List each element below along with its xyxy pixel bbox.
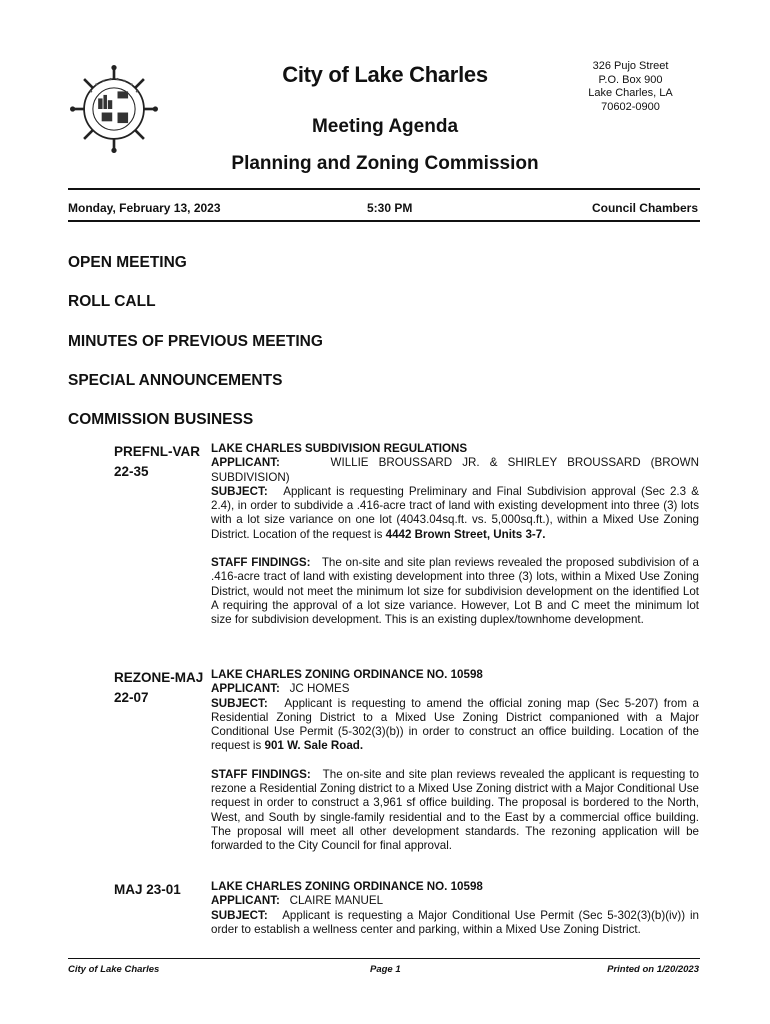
subject-text: Applicant is requesting Preliminary and Final Subdivision approval (Sec 2.3 & 2.4), in order to subdivide a .416-acre tract of land with existing development into three (3) lots with a lot size variance on one lot (4043.04sq.ft. vs. 5,000sq.ft.), within a Mixed Use Zoning District. Location of the request is	[211, 484, 700, 541]
findings-text: The on-site and site plan reviews revealed the applicant is requesting to rezone a Residential Zoning district to a Mixed Use Zoning district with a Major Conditional Use request in order to construct a 3,961 sf office building. The proposal is bordered to the North, West, and South by single-family residential and to the East by a commercial office building. The proposal will meet all other development standards. The rezoning application will be forwarded to the City Council for final approval.	[211, 767, 699, 853]
header-rule-bottom	[68, 220, 700, 222]
city-seal-logo	[70, 65, 158, 153]
section-commission-business: COMMISSION BUSINESS	[68, 411, 254, 428]
applicant-name: WILLIE BROUSSARD JR. & SHIRLEY BROUSSARD (BROWN SUBDIVISION)	[211, 456, 699, 484]
case-id-line1: PREFNL-VAR	[114, 444, 200, 459]
footer-rule	[68, 958, 700, 959]
case-findings	[211, 768, 699, 854]
subject-text: Applicant is requesting a Major Conditional Use Permit (Sec 5-302(3)(b)(iv)) in order to establish a wellness center and parking, within a Mixed Use Zoning District.	[211, 908, 699, 936]
applicant-label: APPLICANT:	[211, 682, 280, 696]
section-announcements: SPECIAL ANNOUNCEMENTS	[68, 372, 283, 389]
subject-label: SUBJECT:	[211, 696, 268, 710]
case-applicant	[211, 456, 699, 485]
case-title: LAKE CHARLES ZONING ORDINANCE NO. 10598	[211, 880, 483, 893]
subject-label: SUBJECT:	[211, 908, 268, 922]
footer-printed-date: Printed on 1/20/2023	[607, 964, 699, 975]
applicant-label: APPLICANT:	[211, 456, 280, 470]
case-details	[211, 880, 699, 937]
case-title: LAKE CHARLES SUBDIVISION REGULATIONS	[211, 442, 468, 455]
case-title: LAKE CHARLES ZONING ORDINANCE NO. 10598	[211, 668, 483, 681]
case-location: 901 W. Sale Road.	[264, 739, 364, 753]
section-minutes: MINUTES OF PREVIOUS MEETING	[68, 333, 323, 350]
meeting-time: 5:30 PM	[367, 201, 413, 215]
case-findings	[211, 556, 699, 627]
address-line: 326 Pujo Street	[592, 60, 669, 72]
case-subject	[211, 909, 699, 938]
applicant-name: JC HOMES	[289, 682, 350, 696]
findings-label: STAFF FINDINGS:	[211, 556, 311, 570]
case-id-line2: 22-07	[114, 690, 149, 705]
case-id-line1: REZONE-MAJ	[114, 670, 204, 685]
case-id	[114, 443, 200, 480]
commission-title: Planning and Zoning Commission	[231, 153, 539, 174]
address-line: Lake Charles, LA	[588, 87, 673, 99]
section-roll-call: ROLL CALL	[68, 293, 156, 310]
applicant-label: APPLICANT:	[211, 894, 280, 908]
section-open-meeting: OPEN MEETING	[68, 254, 187, 271]
city-title: City of Lake Charles	[282, 62, 488, 87]
address-line: P.O. Box 900	[598, 73, 663, 86]
address-line: 70602-0900	[601, 100, 660, 113]
city-address	[548, 60, 713, 114]
case-id-line2: 22-35	[114, 464, 149, 479]
case-subject	[211, 697, 699, 754]
case-id	[114, 669, 203, 706]
findings-text: The on-site and site plan reviews revealed the proposed subdivision of a .416-acre tract of land with existing development into three (3) lots, within a Mixed Use Zoning District, would not meet the minimum lot size for subdivision development on the identified Lot A requiring the approval of a lot size variance. However, Lot B and C meet the minimum lot size for subdivision development. This is an existing duplex/townhome development.	[211, 556, 699, 627]
case-id-line1: MAJ 23-01	[114, 882, 181, 897]
case-applicant	[211, 682, 699, 696]
header-rule-top	[68, 188, 700, 190]
case-subject	[211, 485, 699, 542]
meeting-location: Council Chambers	[591, 201, 698, 215]
case-applicant	[211, 894, 699, 908]
agenda-title: Meeting Agenda	[311, 116, 459, 137]
footer-page-number: Page 1	[370, 964, 401, 975]
case-location: 4442 Brown Street, Units 3-7.	[385, 527, 546, 541]
subject-text: Applicant is requesting to amend the official zoning map (Sec 5-207) from a Residential Zoning District to a Mixed Use Zoning District companioned with a Major Conditional Use Permit (5-302(3)(b)) in order to construct an office building. Location of the request is	[211, 696, 699, 753]
case-details	[211, 442, 699, 628]
meeting-date: Monday, February 13, 2023	[68, 201, 221, 215]
findings-label: STAFF FINDINGS:	[211, 767, 311, 781]
footer-city: City of Lake Charles	[68, 964, 160, 975]
case-id	[114, 881, 181, 898]
subject-label: SUBJECT:	[211, 484, 268, 498]
case-details	[211, 668, 699, 854]
applicant-name: CLAIRE MANUEL	[289, 894, 384, 908]
